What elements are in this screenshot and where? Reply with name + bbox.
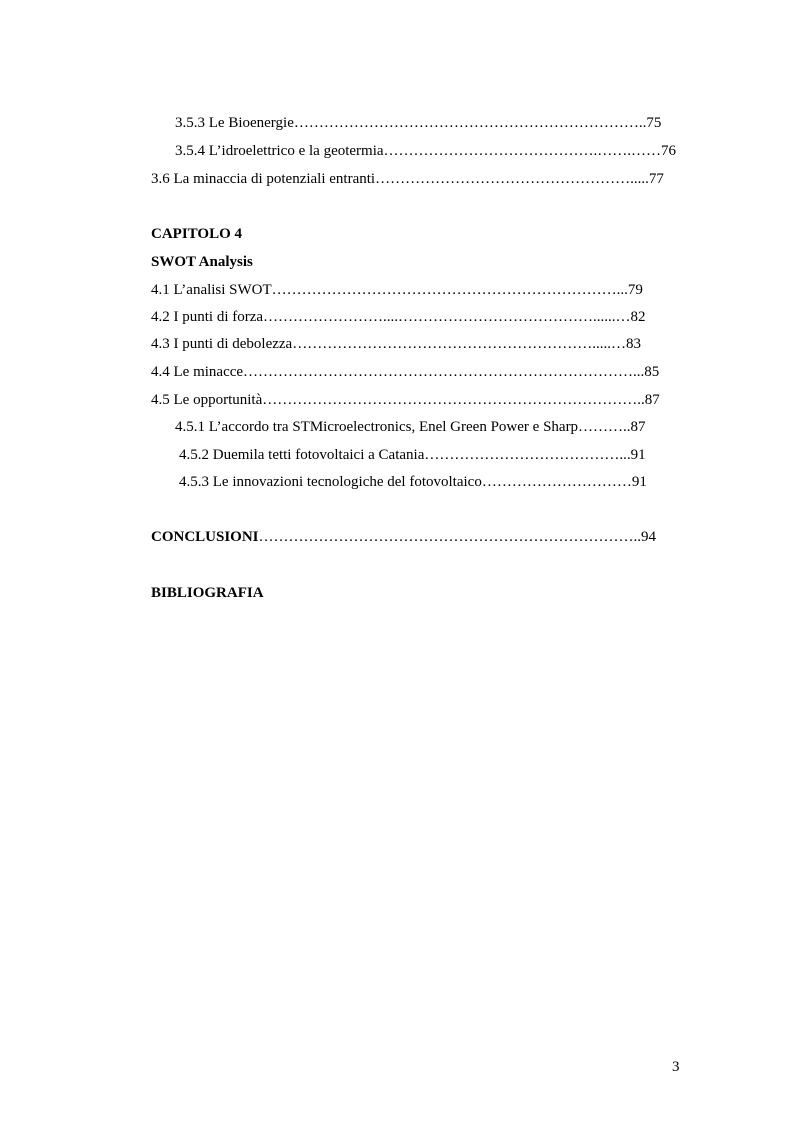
toc-entry-4-5-1: 4.5.1 L’accordo tra STMicroelectronics, Enel Green Power e Sharp………..87 bbox=[175, 419, 646, 435]
toc-entry-4-5-3: 4.5.3 Le innovazioni tecnologiche del fotovoltaico…………………………91 bbox=[179, 474, 647, 490]
toc-entry-conclusioni bbox=[151, 528, 656, 546]
toc-entry-3-5-4: 3.5.4 L’idroelettrico e la geotermia…………………………………….…….……76 bbox=[175, 143, 677, 159]
conclusioni-dots-page: …………………………………………………………………..94 bbox=[258, 529, 657, 545]
toc-entry-3-5-3: 3.5.3 Le Bioenergie……………………………………………………………..75 bbox=[175, 115, 662, 131]
conclusioni-label: CONCLUSIONI bbox=[151, 529, 259, 545]
toc-entry-4-3: 4.3 I punti di debolezza…………………………………………………….....…83 bbox=[151, 336, 641, 352]
page-number: 3 bbox=[672, 1059, 680, 1075]
chapter-title: SWOT Analysis bbox=[151, 254, 253, 270]
toc-entry-4-1: 4.1 L’analisi SWOT……………………………………………………………...79 bbox=[151, 282, 643, 298]
toc-entry-3-6: 3.6 La minaccia di potenziali entranti…………………………………………….....77 bbox=[151, 171, 664, 187]
toc-entry-4-5-2: 4.5.2 Duemila tetti fotovoltaici a Catania…………………………………...91 bbox=[179, 447, 646, 463]
chapter-number: CAPITOLO 4 bbox=[151, 226, 242, 242]
toc-entry-bibliografia: BIBLIOGRAFIA bbox=[151, 585, 264, 601]
toc-entry-4-4: 4.4 Le minacce……………………………………………………………………...85 bbox=[151, 364, 660, 380]
toc-entry-4-5: 4.5 Le opportunità…………………………………………………………………..87 bbox=[151, 392, 660, 408]
toc-entry-4-2: 4.2 I punti di forza……………………....…………………………………......…82 bbox=[151, 309, 646, 325]
